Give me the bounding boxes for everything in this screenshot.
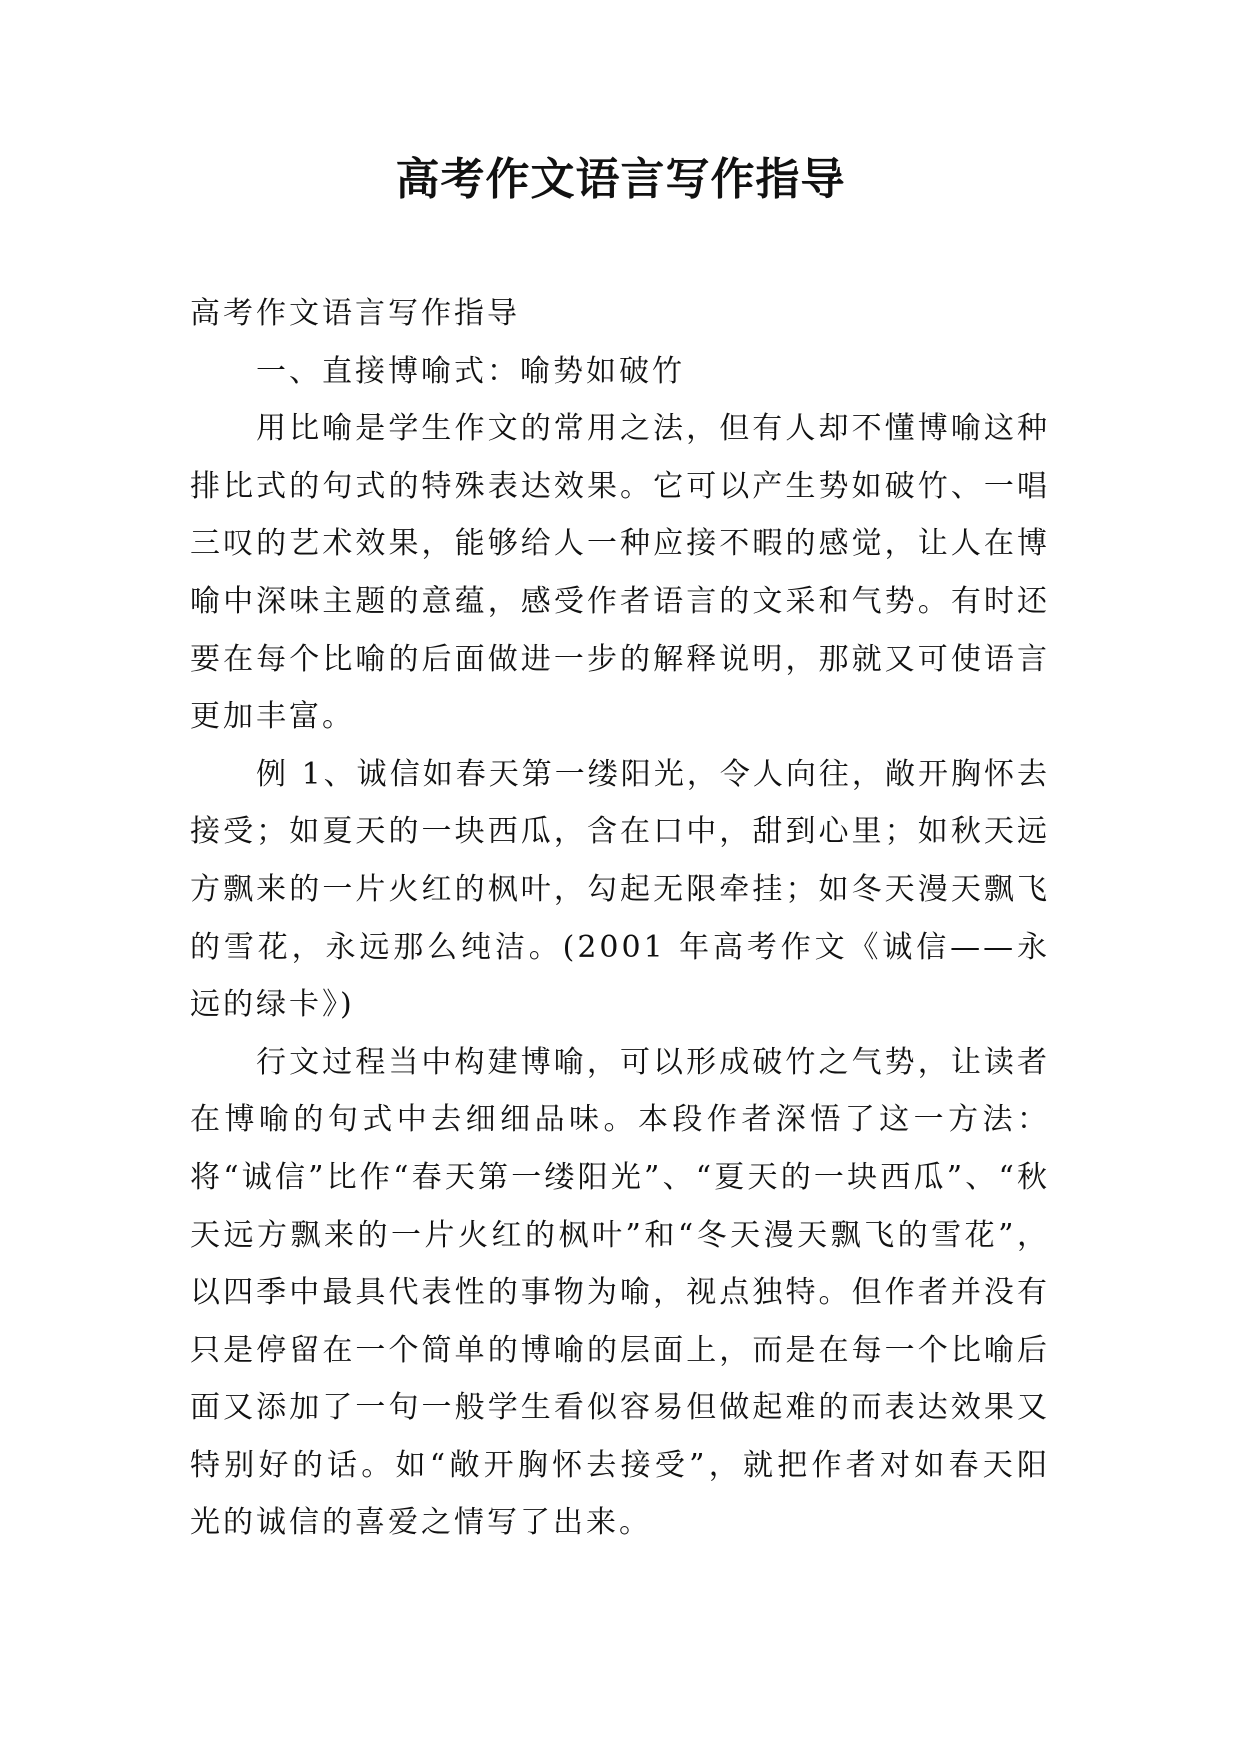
paragraph-example: 例 1、诚信如春天第一缕阳光，令人向往，敞开胸怀去接受；如夏天的一块西瓜，含在口中，甜到心里；如秋天远方飘来的一片火红的枫叶，勾起无限牵挂；如冬天漫天飘飞的雪花，永远那么纯洁。(2001 年高考作文《诚信——永远的绿卡》) <box>190 756 1050 1023</box>
paragraph-intro: 用比喻是学生作文的常用之法，但有人却不懂博喻这种排比式的句式的特殊表达效果。它可以产生势如破竹、一唱三叹的艺术效果，能够给人一种应接不暇的感觉，让人在博喻中深味主题的意蕴，感受作者语言的文采和气势。有时还要在每个比喻的后面做进一步的解释说明，那就又可使语言更加丰富。 <box>190 411 1050 735</box>
paragraph-section-title: 一、直接博喻式：喻势如破竹 <box>256 353 685 389</box>
document-title: 高考作文语言写作指导 <box>395 154 846 205</box>
paragraph-analysis: 行文过程当中构建博喻，可以形成破竹之气势，让读者在博喻的句式中去细细品味。本段作者深悟了这一方法：将“诚信”比作“春天第一缕阳光”、“夏天的一块西瓜”、“秋天远方飘来的一片火红的枫叶”和“冬天漫天飘飞的雪花”，以四季中最具代表性的事物为喻，视点独特。但作者并没有只是停留在一个简单的博喻的层面上，而是在每一个比喻后面又添加了一句一般学生看似容易但做起难的而表达效果又特别好的话。如“敞开胸怀去接受”，就把作者对如春天阳光的诚信的喜爱之情写了出来。 <box>190 1044 1050 1541</box>
paragraph-heading: 高考作文语言写作指导 <box>190 296 520 331</box>
document-body <box>190 285 1050 1552</box>
